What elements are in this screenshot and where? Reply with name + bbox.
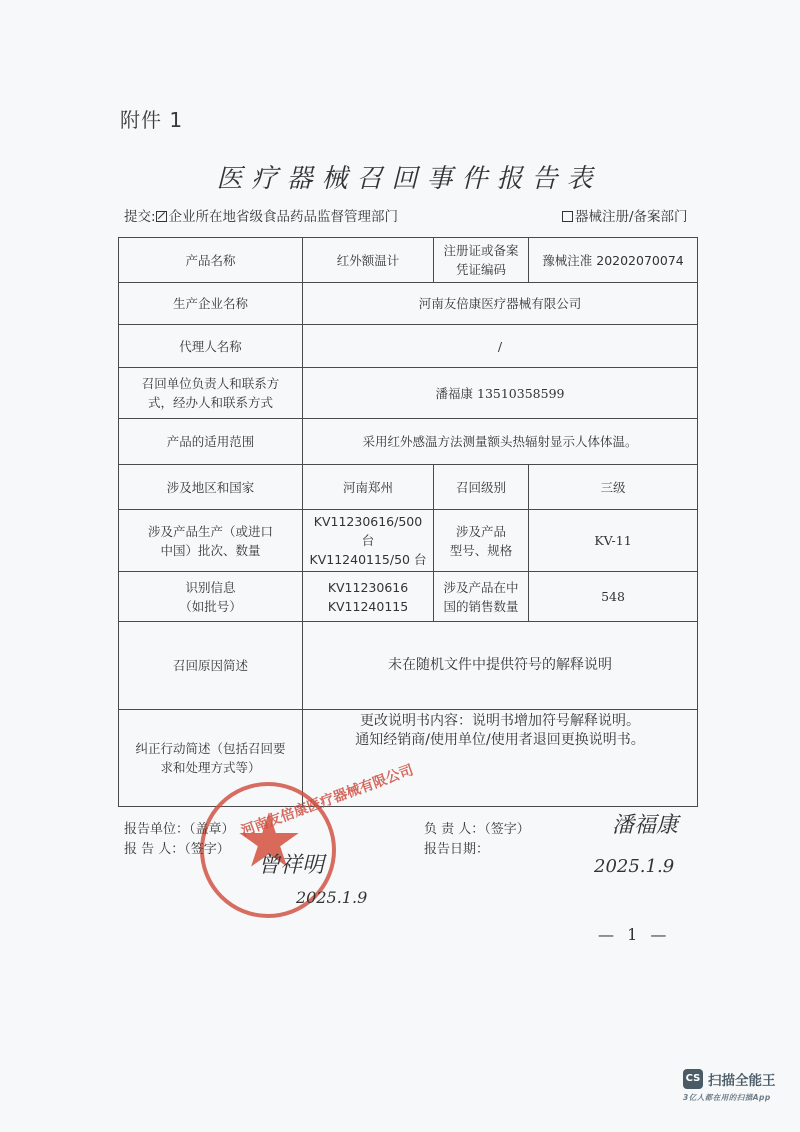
table-row: [119, 622, 698, 710]
report-date-value: 2025.1.9: [594, 856, 675, 877]
submit-option-1-label: 企业所在地省级食品药品监督管理部门: [168, 209, 399, 225]
responsible-label: 负 责 人：: [424, 822, 485, 837]
batch-label: [119, 510, 303, 572]
attachment-label: 附件 1: [120, 108, 184, 132]
id-label-line2: （如批号）: [179, 598, 242, 614]
submit-option-registration: [562, 205, 688, 225]
batch-line2: KV11240115/50 台: [309, 552, 427, 567]
reporter-field: [124, 838, 230, 857]
table-row: [119, 283, 698, 325]
table-row: [119, 325, 698, 368]
contact-label: [119, 368, 303, 419]
sales-value: 548: [529, 572, 698, 622]
batch-label-line2: 中国）批次、数量: [160, 542, 261, 558]
report-unit-hint: （盖章）: [189, 822, 235, 837]
contact-value: 潘福康 13510358599: [303, 368, 698, 419]
scope-label: 产品的适用范围: [119, 419, 303, 465]
action-line2: 通知经销商/使用单位/使用者退回更换说明书。: [355, 732, 645, 748]
agent-label: 代理人名称: [119, 325, 303, 368]
responsible-signature: 潘福康: [612, 813, 679, 838]
reporter-sign-date: 2025.1.9: [296, 888, 368, 907]
responsible-field: [424, 818, 530, 837]
reporter-signature: 曾祥明: [258, 853, 325, 878]
reg-no-label-line2: 凭证编码: [455, 262, 506, 277]
id-label-line1: 识别信息: [185, 579, 236, 595]
reg-no-value: 豫械注准 20202070074: [529, 238, 698, 283]
id-line2: KV11240115: [327, 598, 409, 614]
table-row: [119, 238, 698, 283]
region-value: 河南郑州: [303, 465, 434, 510]
action-label-line2: 求和处理方式等）: [160, 760, 261, 775]
report-date-label: 报告日期：: [424, 842, 490, 857]
action-label-line1: 纠正行动简述（包括召回要: [135, 741, 286, 756]
table-row: [119, 368, 698, 419]
submit-prefix: 提交:: [124, 209, 156, 225]
product-name-value: 红外额温计: [303, 238, 434, 283]
camscanner-logo-icon: CS: [683, 1069, 703, 1089]
reporter-hint: （签字）: [184, 842, 230, 857]
contact-label-line1: 召回单位负责人和联系方: [141, 376, 280, 391]
reason-value: 未在随机文件中提供符号的解释说明: [303, 622, 698, 710]
sales-label-line2: 国的销售数量: [443, 598, 519, 614]
reg-no-label-line1: 注册证或备案: [443, 243, 519, 258]
sales-label: [434, 572, 529, 622]
recall-level-label: 召回级别: [434, 465, 529, 510]
model-label-line1: 涉及产品: [455, 523, 506, 539]
product-name-label: 产品名称: [119, 238, 303, 283]
sales-label-line1: 涉及产品在中: [443, 579, 519, 595]
id-value: [303, 572, 434, 622]
submit-option-provincial: [124, 205, 398, 225]
region-label: 涉及地区和国家: [119, 465, 303, 510]
batch-value: [303, 510, 434, 572]
recall-level-value: 三级: [529, 465, 698, 510]
reporter-label: 报 告 人：: [124, 842, 185, 857]
checkbox-unchecked-icon[interactable]: [562, 211, 573, 222]
agent-value: /: [303, 325, 698, 368]
table-row: [119, 465, 698, 510]
table-row: [119, 419, 698, 465]
report-unit-field: [124, 818, 235, 837]
table-row: [119, 572, 698, 622]
seal-text: 河南友倍康医疗器械有限公司: [239, 762, 416, 840]
model-value: KV-11: [529, 510, 698, 572]
submit-option-2-label: 器械注册/备案部门: [575, 209, 688, 225]
batch-label-line1: 涉及产品生产（或进口: [147, 523, 273, 539]
responsible-hint: （签字）: [484, 822, 530, 837]
model-label: [434, 510, 529, 572]
reg-no-label: [434, 238, 529, 283]
table-row: [119, 710, 698, 807]
contact-label-line2: 式，经办人和联系方式: [147, 395, 273, 410]
id-label: [119, 572, 303, 622]
page-number: — 1 —: [598, 925, 671, 944]
report-unit-label: 报告单位：: [124, 822, 190, 837]
manufacturer-label: 生产企业名称: [119, 283, 303, 325]
id-line1: KV11230616: [327, 579, 409, 595]
manufacturer-value: 河南友倍康医疗器械有限公司: [303, 283, 698, 325]
model-label-line2: 型号、规格: [449, 542, 513, 558]
table-row: [119, 510, 698, 572]
reason-label: 召回原因简述: [119, 622, 303, 710]
scope-value: 采用红外感温方法测量额头热辐射显示人体体温。: [303, 419, 698, 465]
batch-line1: KV11230616/500 台: [313, 514, 423, 548]
recall-report-table: [118, 237, 698, 807]
checkbox-checked-icon[interactable]: [156, 211, 167, 222]
camscanner-tagline: 3亿人都在用的扫描App: [683, 1093, 771, 1102]
page-title: 医疗器械召回事件报告表: [216, 164, 602, 194]
camscanner-name: 扫描全能王: [708, 1073, 776, 1089]
action-line1: 更改说明书内容：说明书增加符号解释说明。: [360, 713, 640, 729]
